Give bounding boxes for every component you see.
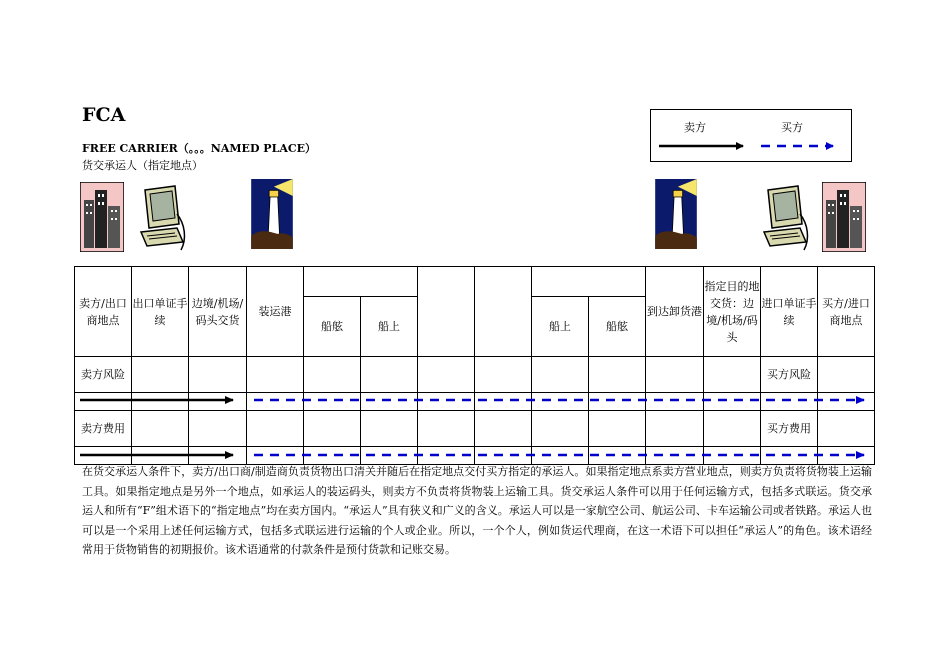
lighthouse-icon <box>654 179 698 249</box>
header-blank-cell <box>418 267 475 357</box>
row-label-buyer-risk: 买方风险 <box>761 357 818 393</box>
computer-terminal-icon <box>137 184 187 254</box>
explanation-paragraph: 在货交承运人条件下，卖方/出口商/制造商负责货物出口清关并随后在指定地点交付买方指定的承运人。如果指定地点系卖方营业地点，则卖方负责将货物装上运输工具。如果指定地点是另外一个地点，如承运人的装运码头，则卖方不负责将货物装上运输工具。货交承运人条件可以用于任何运输方式，包括多式联运。货交承运人和所有“F”组术语下的“指定地点”均在卖方国内。“承运人”具有狭义和广义的含义。承运人可以是一家航空公司、航运公司、卡车运输公司或者铁路。承运人也可以是一个采用上述任何运输方式，包括多式联运进行运输的个人或企业。所以，一个个人，例如货运代理商，在这一术语下可以担任“承运人”的角色。该术语经常用于货物销售的初期报价。该术语通常的付款条件是预付货款和记账交易。 <box>82 465 872 556</box>
legend-seller-label: 卖方 <box>684 121 706 134</box>
page-title: FCA <box>82 104 126 126</box>
row-label-seller-cost: 卖方费用 <box>75 411 132 447</box>
header-blank-cell <box>304 267 418 297</box>
header-blank-cell <box>475 267 532 357</box>
col-buyer-location: 买方/进口商地点 <box>818 267 875 357</box>
legend-arrows <box>651 110 853 163</box>
subtitle-english: FREE CARRIER（。。。NAMED PLACE） <box>82 142 316 155</box>
lighthouse-icon <box>250 179 294 249</box>
col-port-of-discharge: 到达卸货港 <box>646 267 704 357</box>
legend-buyer-label: 买方 <box>781 121 803 134</box>
col-import-clearance: 进口单证手续 <box>761 267 818 357</box>
col-export-clearance: 出口单证手续 <box>132 267 189 357</box>
subtitle-chinese: 货交承运人（指定地点） <box>82 159 203 172</box>
col-on-board-export: 船上 <box>361 297 418 357</box>
risk-cost-transfer-table <box>74 266 875 465</box>
col-border-delivery: 边境/机场/码头交货 <box>189 267 247 357</box>
header-blank-cell <box>532 267 646 297</box>
col-ship-rail-export: 船舷 <box>304 297 361 357</box>
col-port-of-shipment: 装运港 <box>247 267 304 357</box>
row-label-buyer-cost: 买方费用 <box>761 411 818 447</box>
legend-box <box>650 109 852 162</box>
col-ship-rail-import: 船舷 <box>589 297 646 357</box>
col-on-board-import: 船上 <box>532 297 589 357</box>
row-label-seller-risk: 卖方风险 <box>75 357 132 393</box>
col-destination-delivery: 指定目的地交货：边境/机场/码头 <box>704 267 761 357</box>
office-building-icon <box>80 182 124 252</box>
office-building-icon <box>822 182 866 252</box>
col-seller-location: 卖方/出口商地点 <box>75 267 132 357</box>
computer-terminal-icon <box>760 184 810 254</box>
